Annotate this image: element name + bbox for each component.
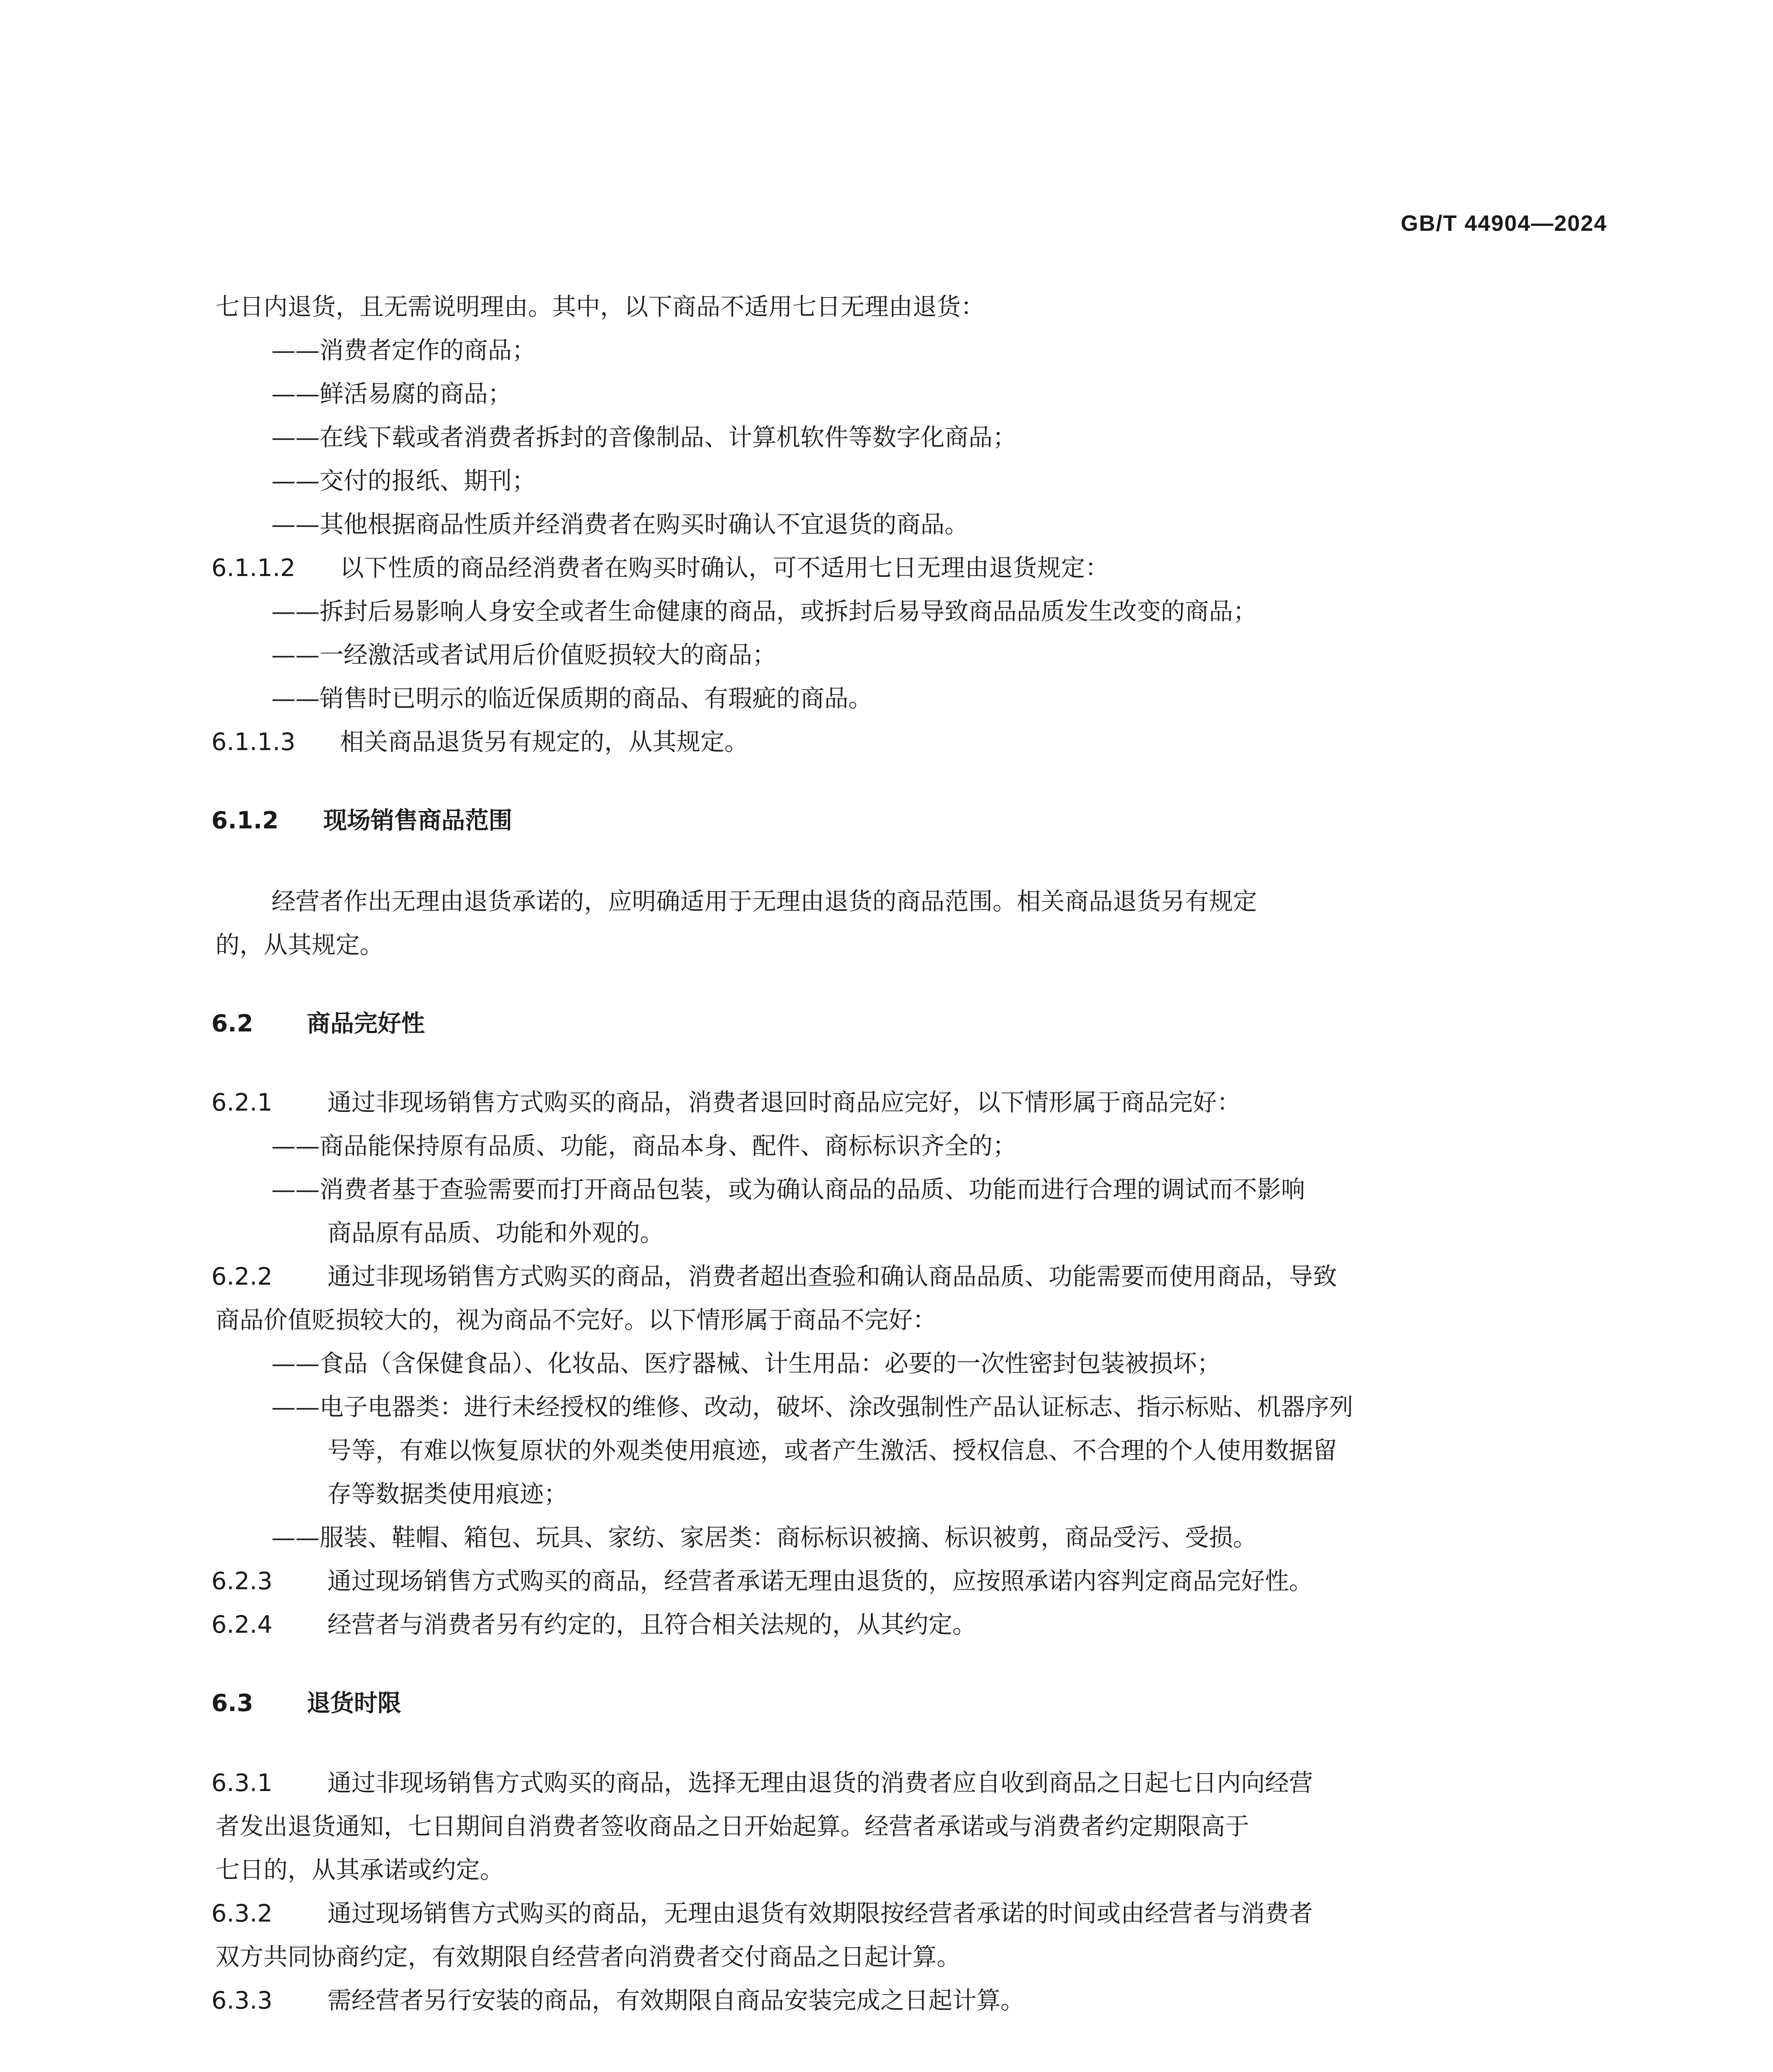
list-item: ——食品（含保健食品）、化妆品、医疗器械、计生用品：必要的一次性密封包装被损坏； (271, 1349, 1221, 1377)
clause-text: 以下性质的商品经消费者在购买时确认，可不适用七日无理由退货规定： (340, 554, 1109, 582)
list-item: ——其他根据商品性质并经消费者在购买时确认不宜退货的商品。 (271, 510, 969, 538)
clause-text: 通过现场销售方式购买的商品，无理由退货有效期限按经营者承诺的时间或由经营者与消费者 (327, 1899, 1313, 1927)
list-item: ——商品能保持原有品质、功能，商品本身、配件、商标标识齐全的； (271, 1132, 1017, 1160)
heading-6-2 (211, 1007, 425, 1040)
clause-6-2-4 (211, 1608, 1600, 1641)
list-item-continuation: 存等数据类使用痕迹； (327, 1480, 568, 1508)
clause-6-3-1 (211, 1766, 1600, 1799)
clause-number: 6.1.1.3 (211, 728, 296, 756)
clause-text: 经营者与消费者另有约定的，且符合相关法规的，从其约定。 (327, 1610, 977, 1639)
clause-text: 通过非现场销售方式购买的商品，消费者退回时商品应完好，以下情形属于商品完好： (327, 1088, 1241, 1116)
heading-text: 现场销售商品范围 (323, 807, 512, 834)
list-item: ——拆封后易影响人身安全或者生命健康的商品，或拆封后易导致商品品质发生改变的商品； (271, 597, 1257, 625)
list-item: ——消费者基于查验需要而打开商品包装，或为确认商品的品质、功能而进行合理的调试而不影响 (271, 1175, 1306, 1203)
clause-text: 通过现场销售方式购买的商品，经营者承诺无理由退货的，应按照承诺内容判定商品完好性。 (327, 1567, 1313, 1595)
list-item: ——鲜活易腐的商品； (271, 380, 512, 408)
paragraph-line: 的，从其规定。 (216, 931, 384, 959)
heading-6-3 (211, 1687, 401, 1720)
list-item-continuation: 号等，有难以恢复原状的外观类使用痕迹，或者产生激活、授权信息、不合理的个人使用数据留 (327, 1436, 1337, 1464)
list-item: ——服装、鞋帽、箱包、玩具、家纺、家居类：商标标识被摘、标识被剪，商品受污、受损。 (271, 1523, 1257, 1552)
heading-number: 6.1.2 (211, 807, 279, 834)
text-line: 七日内退货，且无需说明理由。其中，以下商品不适用七日无理由退货： (216, 293, 985, 321)
clause-text: 相关商品退货另有规定的，从其规定。 (340, 728, 749, 756)
heading-text: 商品完好性 (307, 1010, 425, 1037)
list-item: ——一经激活或者试用后价值贬损较大的商品； (271, 641, 777, 669)
clause-number: 6.3.2 (211, 1899, 273, 1927)
heading-number: 6.3 (211, 1690, 253, 1717)
clause-number: 6.2.3 (211, 1567, 273, 1595)
heading-number: 6.2 (211, 1010, 253, 1037)
list-item: ——交付的报纸、期刊； (271, 467, 536, 495)
list-item: ——销售时已明示的临近保质期的商品、有瑕疵的商品。 (271, 684, 873, 712)
clause-number: 6.3.3 (211, 1986, 273, 2014)
list-item: ——在线下载或者消费者拆封的音像制品、计算机软件等数字化商品； (271, 423, 1017, 451)
clause-text: 通过非现场销售方式购买的商品，消费者超出查验和确认商品品质、功能需要而使用商品，导致 (327, 1262, 1337, 1290)
document-code: GB/T 44904—2024 (1400, 211, 1607, 236)
paragraph-line: 者发出退货通知，七日期间自消费者签收商品之日开始起算。经营者承诺或与消费者约定期限高于 (216, 1812, 1250, 1840)
clause-6-1-1-3 (211, 725, 1600, 758)
paragraph-line: 双方共同协商约定，有效期限自经营者向消费者交付商品之日起计算。 (216, 1943, 961, 1971)
clause-6-1-1-2 (211, 551, 1600, 584)
list-item-continuation: 商品原有品质、功能和外观的。 (327, 1219, 664, 1247)
clause-6-3-3 (211, 1984, 1600, 2017)
clause-text: 需经营者另行安装的商品，有效期限自商品安装完成之日起计算。 (327, 1986, 1025, 2014)
paragraph-line: 经营者作出无理由退货承诺的，应明确适用于无理由退货的商品范围。相关商品退货另有规定 (271, 887, 1257, 915)
clause-number: 6.3.1 (211, 1769, 273, 1797)
clause-number: 6.2.1 (211, 1088, 273, 1116)
paragraph-line: 商品价值贬损较大的，视为商品不完好。以下情形属于商品不完好： (216, 1306, 937, 1334)
clause-6-3-2 (211, 1897, 1600, 1930)
list-item: ——电子电器类：进行未经授权的维修、改动，破坏、涂改强制性产品认证标志、指示标贴、机器序列 (271, 1393, 1354, 1421)
clause-number: 6.2.4 (211, 1610, 273, 1639)
clause-6-2-2 (211, 1260, 1600, 1293)
clause-text: 通过非现场销售方式购买的商品，选择无理由退货的消费者应自收到商品之日起七日内向经营 (327, 1769, 1313, 1797)
clause-number: 6.1.1.2 (211, 554, 296, 582)
paragraph-line: 七日的，从其承诺或约定。 (216, 1856, 504, 1884)
clause-6-2-3 (211, 1564, 1600, 1598)
list-item: ——消费者定作的商品； (271, 336, 536, 364)
heading-text: 退货时限 (307, 1690, 401, 1717)
clause-6-2-1 (211, 1086, 1600, 1119)
clause-number: 6.2.2 (211, 1262, 273, 1290)
heading-6-1-2 (211, 804, 512, 837)
